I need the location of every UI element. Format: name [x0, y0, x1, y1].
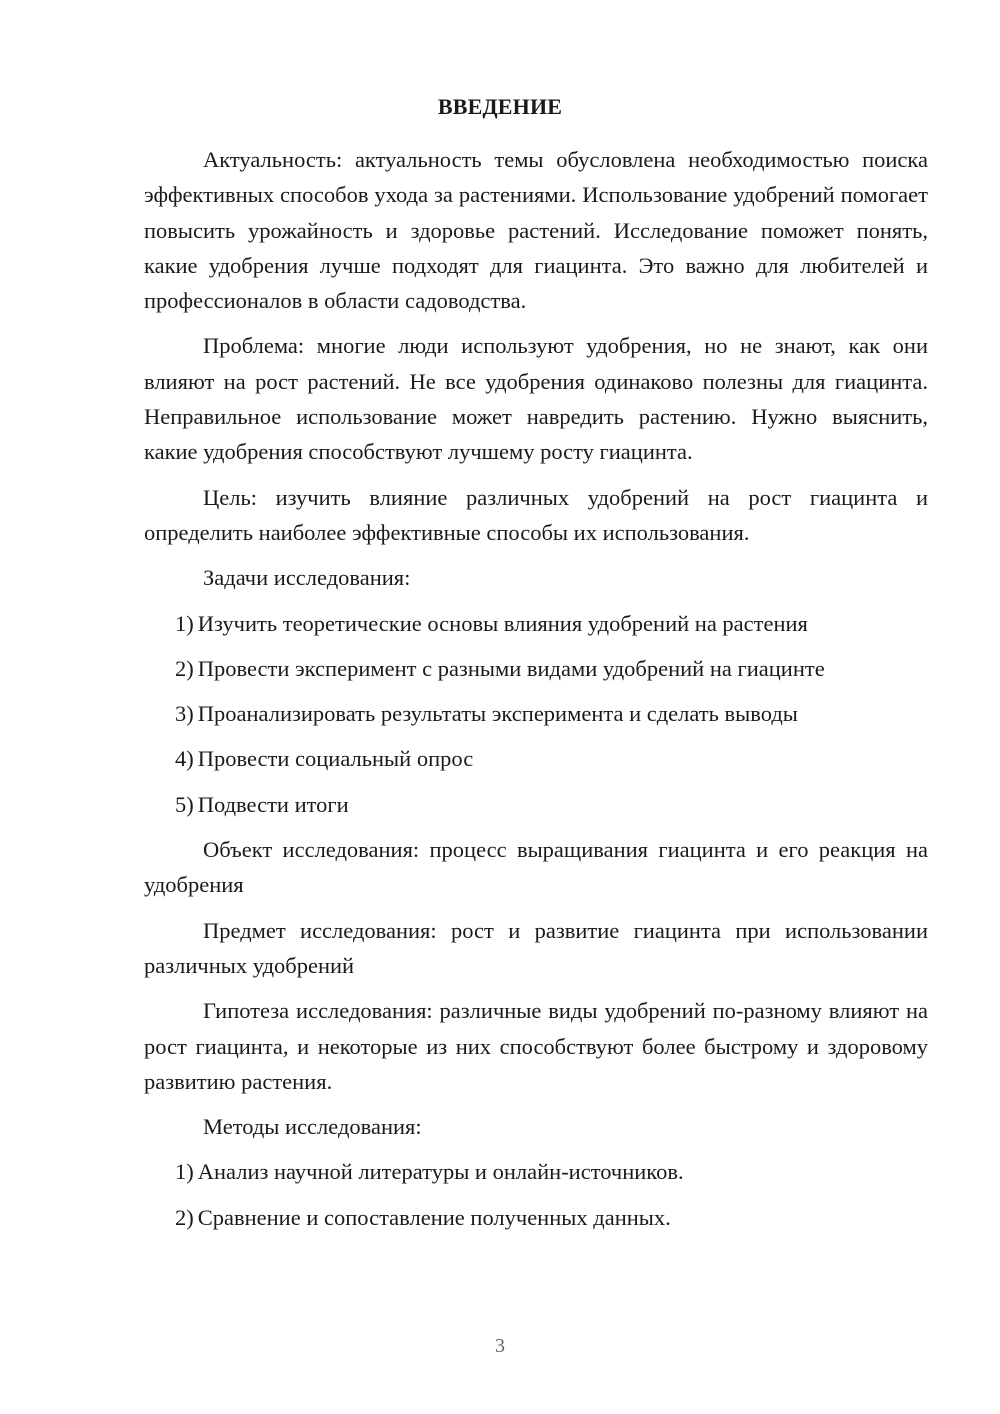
method-number: 2) [175, 1204, 194, 1230]
task-text: Проанализировать результаты эксперимента и сделать выводы [197, 701, 798, 727]
section-heading: ВВЕДЕНИЕ [437, 94, 563, 119]
page-number: 3 [495, 1335, 505, 1357]
task-item [144, 741, 928, 776]
task-number: 5) [175, 791, 194, 817]
task-text: Подвести итоги [197, 791, 349, 817]
task-number: 4) [175, 746, 194, 772]
method-text: Анализ научной литературы и онлайн-источников. [197, 1159, 684, 1185]
problem-paragraph: Проблема: многие люди используют удобрения, но не знают, как они влияют на рост растений. Не все удобрения одинаково полезны для гиацинта. Неправильное использование может навредить растению. Нужно выяснить, какие удобрения способствуют лучшему росту гиацинта. [144, 333, 928, 465]
task-number: 1) [175, 610, 194, 636]
task-text: Провести социальный опрос [197, 746, 474, 772]
tasks-title: Задачи исследования: [203, 565, 411, 591]
methods-title: Методы исследования: [203, 1114, 422, 1140]
subject-paragraph: Предмет исследования: рост и развитие гиацинта при использовании различных удобрений [144, 917, 928, 978]
method-item [144, 1154, 928, 1189]
task-item [144, 606, 928, 641]
method-number: 1) [175, 1159, 194, 1185]
task-text: Изучить теоретические основы влияния удобрений на растения [197, 610, 808, 636]
task-item [144, 696, 928, 731]
method-text: Сравнение и сопоставление полученных данных. [197, 1204, 671, 1230]
task-number: 2) [175, 655, 194, 681]
method-item [144, 1200, 928, 1235]
goal-paragraph: Цель: изучить влияние различных удобрений на рост гиацинта и определить наиболее эффективные способы их использования. [144, 484, 928, 545]
relevance-paragraph: Актуальность: актуальность темы обусловлена необходимостью поиска эффективных способов ухода за растениями. Использование удобрений помогает повысить урожайность и здоровье растений. Исследование поможет понять, какие удобрения лучше подходят для гиацинта. Это важно для любителей и профессионалов в области садоводства. [144, 147, 928, 314]
task-item [144, 651, 928, 686]
tasks-list [144, 606, 928, 822]
object-paragraph: Объект исследования: процесс выращивания гиацинта и его реакция на удобрения [144, 837, 928, 898]
hypothesis-paragraph: Гипотеза исследования: различные виды удобрений по-разному влияют на рост гиацинта, и некоторые из них способствуют более быстрому и здоровому развитию растения. [144, 998, 928, 1094]
methods-list [144, 1154, 928, 1235]
task-number: 3) [175, 701, 194, 727]
document-body [144, 142, 928, 1245]
task-text: Провести эксперимент с разными видами удобрений на гиацинте [197, 655, 825, 681]
task-item [144, 787, 928, 822]
